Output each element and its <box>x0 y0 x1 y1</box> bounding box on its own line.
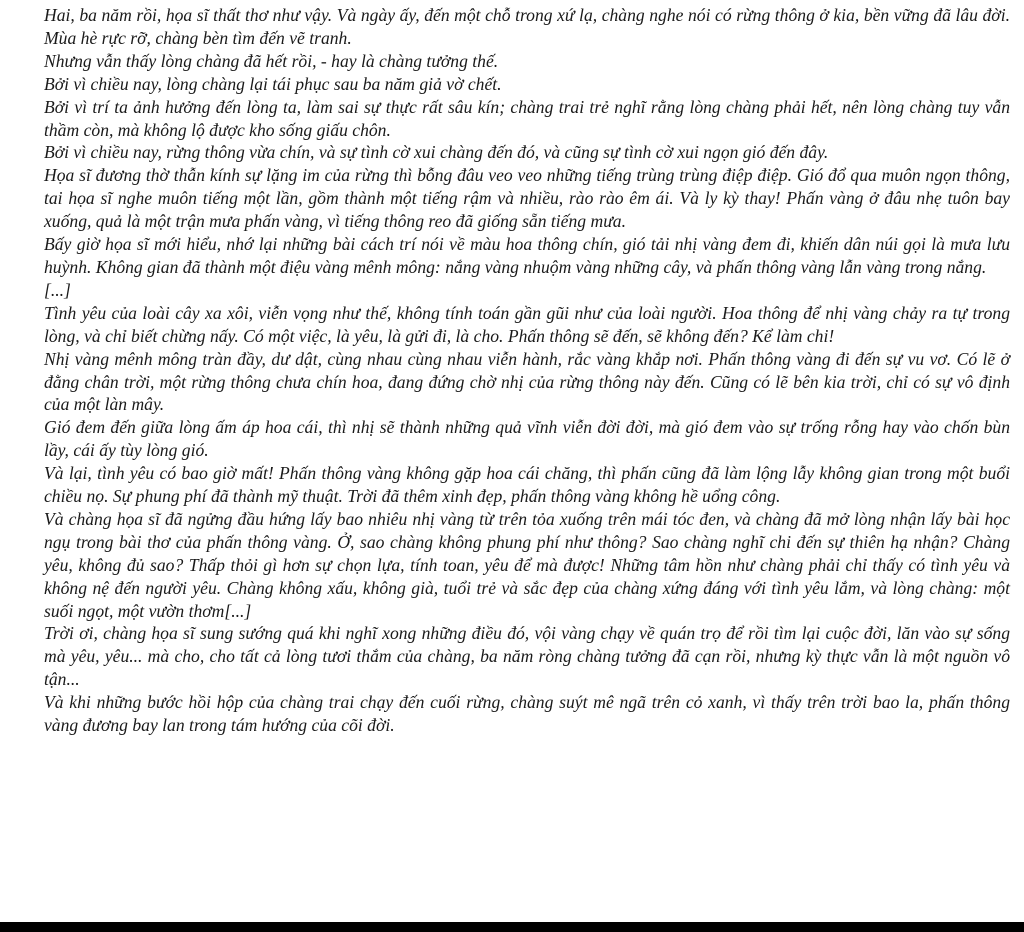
paragraph: Gió đem đến giữa lòng ấm áp hoa cái, thì nhị sẽ thành những quả vĩnh viễn đời đời, mà gió đem vào sự trống rỗng hay vào chốn bùn lầy, cái ấy tùy lòng gió. <box>44 417 1010 461</box>
paragraph: Nhưng vẫn thấy lòng chàng đã hết rồi, - hay là chàng tưởng thế. <box>44 50 499 71</box>
paragraph: Họa sĩ đương thờ thẫn kính sự lặng im của rừng thì bỗng đâu veo veo những tiếng trùng trùng điệp điệp. Gió đổ qua muôn ngọn thông, tai họa sĩ nghe muôn tiếng một lần, gồm thành một tiếng rậm và nhiều, rào rào êm ái. Và ly kỳ thay! Phấn vàng ở đâu nhẹ tuôn bay xuống, quả là một trận mưa phấn vàng, vì tiếng thông reo đã giống sẵn tiếng mưa. <box>44 165 1010 232</box>
paragraph: Trời ơi, chàng họa sĩ sung sướng quá khi nghĩ xong những điều đó, vội vàng chạy về quán trọ để rồi tìm lại cuộc đời, lăn vào sự sống mà yêu, yêu... mà cho, cho tất cả lòng tươi thắm của chàng, ba năm ròng chàng tưởng đã cạn rồi, nhưng kỳ thực vẫn là một nguồn vô tận... <box>44 623 1010 690</box>
paragraph: Bởi vì trí ta ảnh hưởng đến lòng ta, làm sai sự thực rất sâu kín; chàng trai trẻ nghĩ rằng lòng chàng phải hết, nên lòng chàng tuy vẫn thầm còn, mà không lộ được kho sống giấu chôn. <box>44 96 1010 140</box>
paragraph: Bởi vì chiều nay, lòng chàng lại tái phục sau ba năm giả vờ chết. <box>44 73 502 94</box>
paragraph: Và khi những bước hồi hộp của chàng trai chạy đến cuối rừng, chàng suýt mê ngã trên cỏ xanh, vì thấy trên trời bao la, phấn thông vàng đương bay lan trong tám hướng của cõi đời. <box>44 692 1010 736</box>
paragraph: Bởi vì chiều nay, rừng thông vừa chín, và sự tình cờ xui chàng đến đó, và cũng sự tình cờ xui ngọn gió đến đây. <box>44 142 829 163</box>
paragraph: Hai, ba năm rồi, họa sĩ thất thơ như vậy. Và ngày ấy, đến một chỗ trong xứ lạ, chàng nghe nói có rừng thông ở kia, bền vững đã lâu đời. Mùa hè rực rỡ, chàng bèn tìm đến vẽ tranh. <box>44 5 1010 48</box>
bottom-edge-bar <box>0 922 1024 932</box>
paragraph: Bấy giờ họa sĩ mới hiểu, nhớ lại những bài cách trí nói về màu hoa thông chín, gió tải nhị vàng đem đi, khiến dân núi gọi là mưa lưu huỳnh. Không gian đã thành một điệu vàng mênh mông: nắng vàng nhuộm vàng những cây, và phấn thông vàng lẫn vàng trong nắng. <box>44 234 1010 277</box>
paragraph: Nhị vàng mênh mông tràn đầy, dư dật, cùng nhau cùng nhau viễn hành, rắc vàng khắp nơi. Phấn thông vàng đi đến sự vu vơ. Có lẽ ở đằng chân trời, một rừng thông chưa chín hoa, đang đứng chờ nhị của rừng thông này đến. Cũng có lẽ bên kia trời, chỉ có sự vô định của một làn mây. <box>44 348 1010 415</box>
ellipsis-marker: [...] <box>44 279 71 300</box>
paragraph: Và chàng họa sĩ đã ngửng đầu hứng lấy bao nhiêu nhị vàng từ trên tỏa xuống trên mái tóc đen, và chàng đã mở lòng nhận lấy bài học ngụ trong bài thơ của phấn thông vàng. Ở, sao chàng không phung phí như thông? Sao chàng nghĩ chi đến sự thiên hạ nhận? Chàng yêu, không đủ sao? Thấp thỏi gì hơn sự chọn lựa, tính toan, yêu để mà được! Những tâm hồn như chàng phải chỉ thấy có tình yêu và không nệ đến người yêu. Chàng không xấu, không già, tuổi trẻ và sắc đẹp của chàng xứng đáng với tình yêu lắm, và lòng chàng: một suối ngọt, một vườn thơm[...] <box>44 508 1010 621</box>
paragraph: Và lại, tình yêu có bao giờ mất! Phấn thông vàng không gặp hoa cái chăng, thì phấn cũng đã làm lộng lẫy không gian trong một buổi chiều nọ. Sự phung phí đã thành mỹ thuật. Trời đã thêm xinh đẹp, phấn thông vàng không hề uổng công. <box>44 463 1010 507</box>
paragraph: Tình yêu của loài cây xa xôi, viễn vọng như thế, không tính toán gần gũi như của loài người. Hoa thông để nhị vàng chảy ra tự trong lòng, và chỉ biết chừng nấy. Có một việc, là yêu, là gửi đi, là cho. Phấn thông sẽ đến, sẽ không đến? Kể làm chi! <box>44 302 1010 346</box>
